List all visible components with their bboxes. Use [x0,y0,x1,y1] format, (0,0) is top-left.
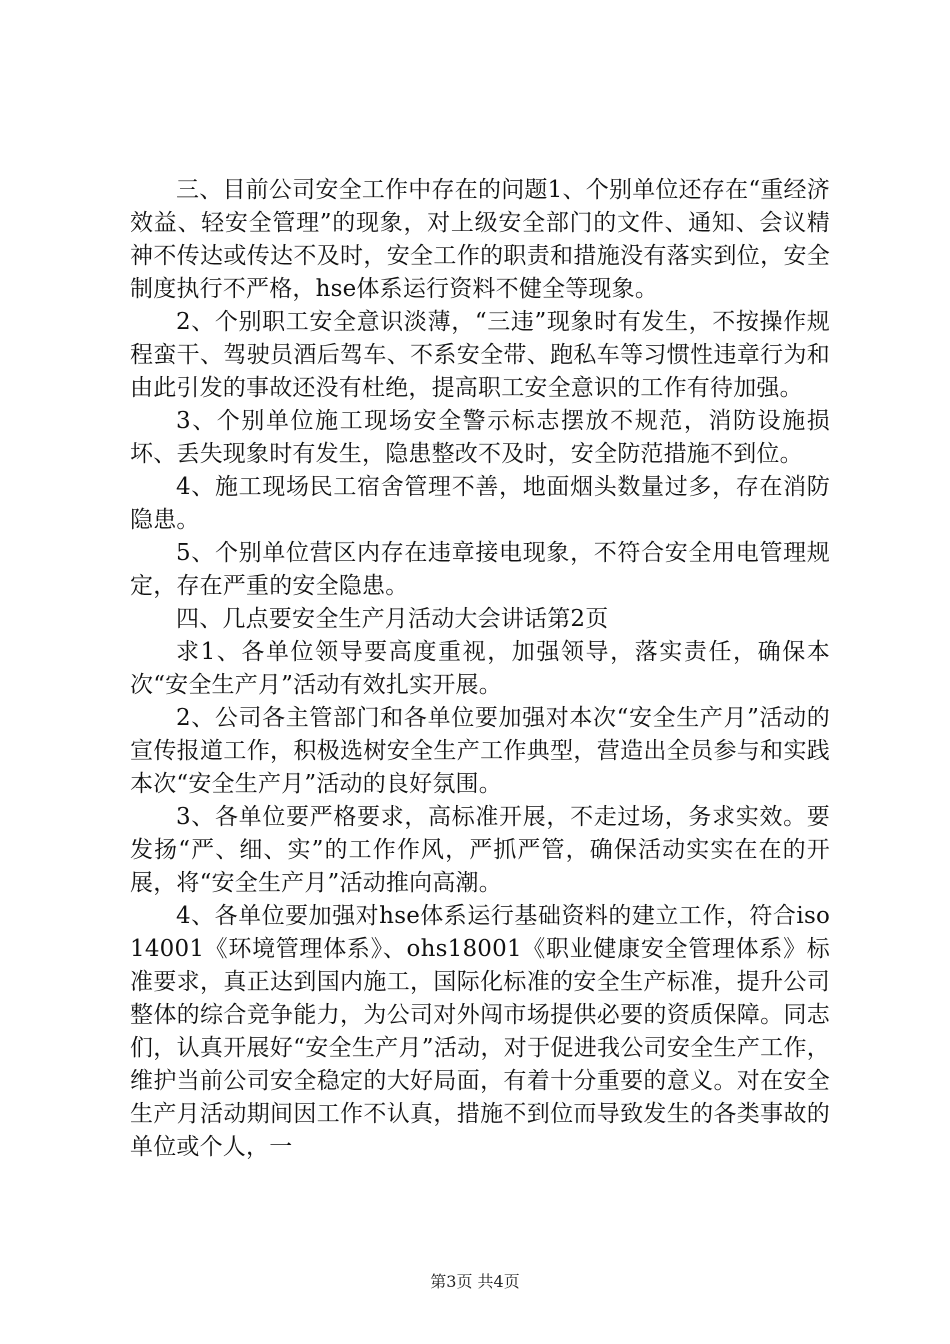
paragraph-problems-3: 3、个别单位施工现场安全警示标志摆放不规范，消防设施损坏、丢失现象时有发生，隐患整改不及时，安全防范措施不到位。 [130,408,830,467]
paragraph-problems-4: 4、施工现场民工宿舍管理不善，地面烟头数量过多，存在消防隐患。 [130,474,830,533]
paragraph-problems-5: 5、个别单位营区内存在违章接电现象，不符合安全用电管理规定，存在严重的安全隐患。 [130,540,830,599]
paragraph-requirement-2: 2、公司各主管部门和各单位要加强对本次“安全生产月”活动的宣传报道工作，积极选树安全生产工作典型，营造出全员参与和实践本次“安全生产月”活动的良好氛围。 [130,705,830,797]
paragraph-problems-2: 2、个别职工安全意识淡薄，“三违”现象时有发生，不按操作规程蛮干、驾驶员酒后驾车、不系安全带、跑私车等习惯性违章行为和由此引发的事故还没有杜绝，提高职工安全意识的工作有待加强。 [130,309,830,401]
paragraph-requirement-4: 4、各单位要加强对hse体系运行基础资料的建立工作，符合iso14001《环境管理体系》、ohs18001《职业健康安全管理体系》标准要求，真正达到国内施工，国际化标准的安全生产标准，提升公司整体的综合竞争能力，为公司对外闯市场提供必要的资质保障。同志们，认真开展好“安全生产月”活动，对于促进我公司安全生产工作，维护当前公司安全稳定的大好局面，有着十分重要的意义。对在安全生产月活动期间因工作不认真，措施不到位而导致发生的各类事故的单位或个人，一 [130,903,830,1160]
document-body [130,174,830,1164]
paragraph-requirement-3: 3、各单位要严格要求，高标准开展，不走过场，务求实效。要发扬“严、细、实”的工作作风，严抓严管，确保活动实实在在的开展，将“安全生产月”活动推向高潮。 [130,804,830,896]
page-footer: 第3页 共4页 [430,1272,520,1291]
paragraph-problems-1: 三、目前公司安全工作中存在的问题1、个别单位还存在“重经济效益、轻安全管理”的现象，对上级安全部门的文件、通知、会议精神不传达或传达不及时，安全工作的职责和措施没有落实到位，安全制度执行不严格，hse体系运行资料不健全等现象。 [130,177,830,302]
paragraph-requirement-1: 求1、各单位领导要高度重视，加强领导，落实责任，确保本次“安全生产月”活动有效扎实开展。 [130,639,830,698]
section-heading-requirements: 四、几点要安全生产月活动大会讲话第2页 [176,606,609,632]
